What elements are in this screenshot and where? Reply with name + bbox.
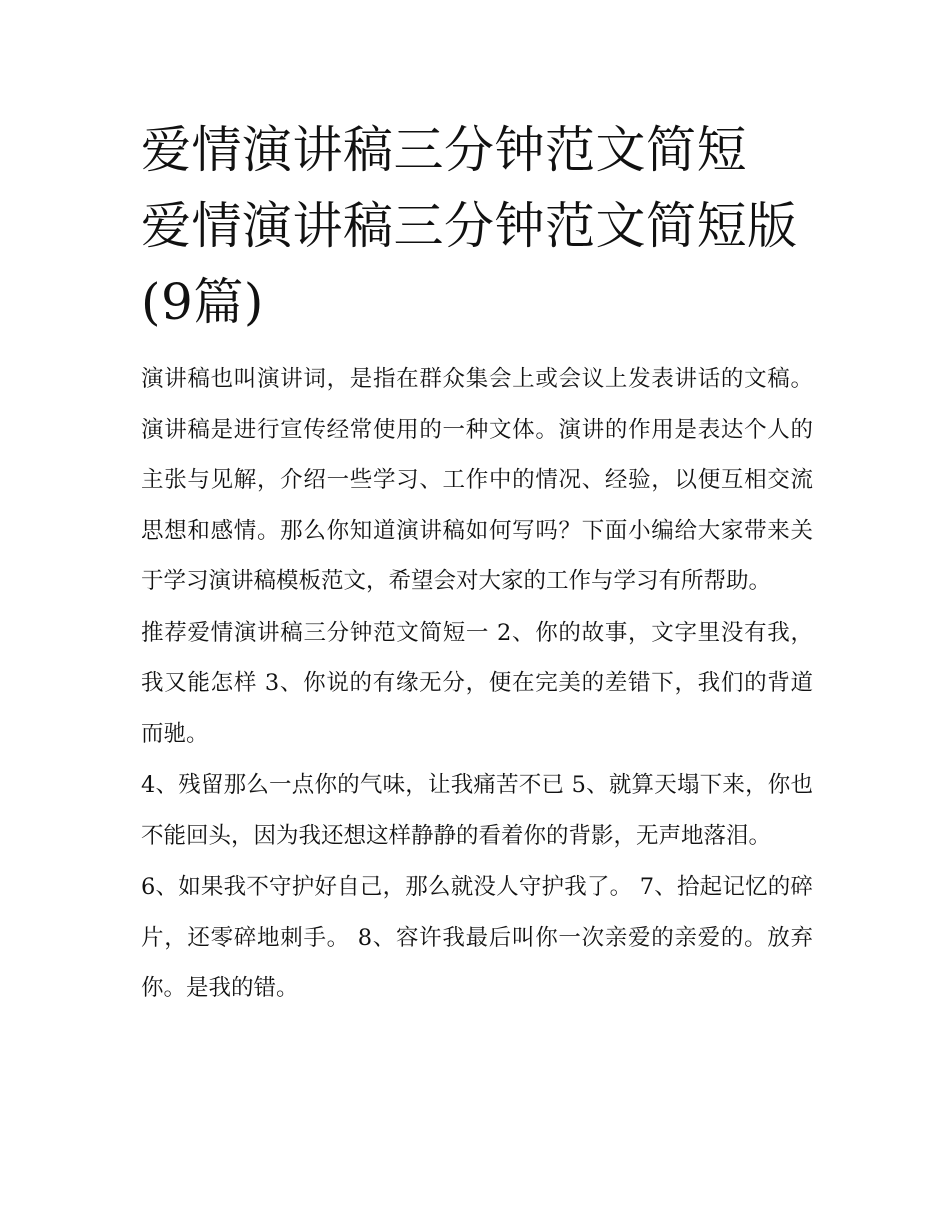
paragraph-items-4-5: 4、残留那么一点你的气味，让我痛苦不已 5、就算天塌下来，你也不能回头，因为我还想这样静静的看着你的背影，无声地落泪。 xyxy=(141,772,813,849)
document-body xyxy=(141,354,813,1014)
paragraph-intro: 演讲稿也叫演讲词，是指在群众集会上或会议上发表讲话的文稿。演讲稿是进行宣传经常使用的一种文体。演讲的作用是表达个人的主张与见解，介绍一些学习、工作中的情况、经验，以便互相交流思想和感情。那么你知道演讲稿如何写吗？下面小编给大家带来关于学习演讲稿模板范文，希望会对大家的工作与学习有所帮助。 xyxy=(141,366,813,594)
document-content xyxy=(141,112,813,1015)
document-title: 爱情演讲稿三分钟范文简短 爱情演讲稿三分钟范文简短版(9篇) xyxy=(141,121,798,331)
paragraph-section-one: 推荐爱情演讲稿三分钟范文简短一 2、你的故事，文字里没有我，我又能怎样 3、你说的有缘无分，便在完美的差错下，我们的背道而驰。 xyxy=(141,619,813,747)
paragraph-items-6-8: 6、如果我不守护好自己，那么就没人守护我了。 7、拾起记忆的碎片，还零碎地刺手。 8、容许我最后叫你一次亲爱的亲爱的。放弃你。是我的错。 xyxy=(141,874,813,1001)
